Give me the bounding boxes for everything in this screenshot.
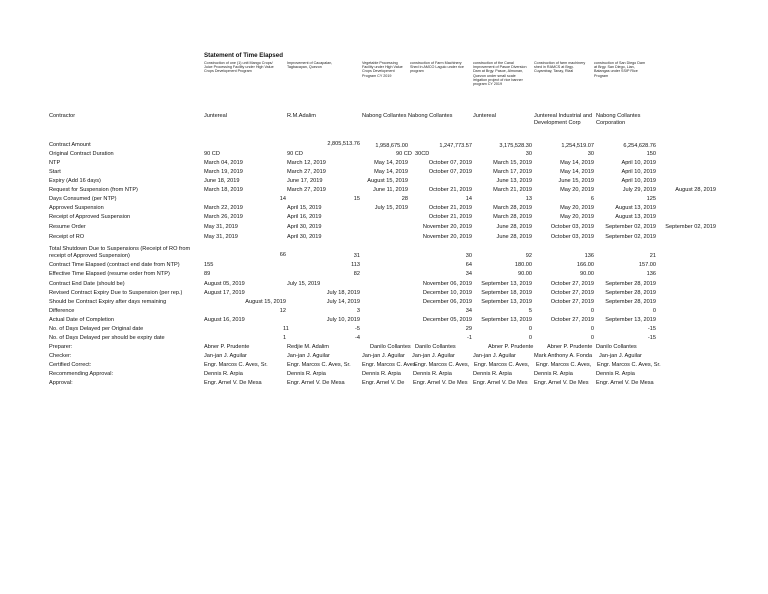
cell: March 17, 2019 bbox=[493, 169, 532, 175]
cell: Juntereal bbox=[473, 113, 497, 119]
row-label: No. of Days Delayed per Original date bbox=[49, 326, 144, 332]
cell: August 17, 2019 bbox=[204, 290, 245, 296]
cell: 34 bbox=[465, 271, 472, 277]
cell: June 18, 2019 bbox=[204, 178, 240, 184]
cell: Juntereal Industrial and Development Corp bbox=[534, 113, 593, 127]
row-label: Contract Time Elapsed (contract end date from NTP) bbox=[49, 262, 180, 268]
row-label: Revised Contract Expiry Due to Suspension (per rep.) bbox=[49, 290, 183, 296]
cell: Engr. Marcos C. Aves bbox=[362, 362, 416, 368]
row-label: Contractor bbox=[49, 113, 76, 119]
cell: October 27, 2019 bbox=[550, 290, 594, 296]
row-label: Request for Suspension (from NTP) bbox=[49, 187, 138, 193]
cell: 136 bbox=[646, 271, 656, 277]
cell: September 18, 2019 bbox=[481, 290, 532, 296]
project-header: construction of San Diego Dam at Brgy. San Diego, Lian, Batangas under SSIP Rice Program bbox=[594, 61, 646, 78]
row-label: Resume Order bbox=[49, 224, 86, 230]
cell: May 20, 2019 bbox=[560, 187, 594, 193]
cell: 21 bbox=[649, 253, 656, 259]
cell: October 21, 2019 bbox=[428, 214, 472, 220]
cell: 1,254,519.07 bbox=[561, 143, 594, 149]
cell: 30 bbox=[465, 253, 472, 259]
cell: August 15, 2019 bbox=[367, 178, 408, 184]
cell: 0 bbox=[590, 326, 594, 332]
cell: April 10, 2019 bbox=[621, 160, 656, 166]
cell: 166.00 bbox=[576, 262, 594, 268]
cell: October 27, 2019 bbox=[550, 299, 594, 305]
row-label: Total Shutdown Due to Suspensions (Receipt of RO from receipt of Approved Suspension) bbox=[49, 246, 191, 260]
cell: August 15, 2019 bbox=[245, 299, 286, 305]
cell: 64 bbox=[465, 262, 472, 268]
cell: April 15, 2019 bbox=[287, 205, 322, 211]
cell: June 15, 2019 bbox=[558, 178, 594, 184]
row-label: Days Consumed (per NTP) bbox=[49, 196, 117, 202]
cell: Nabong Collantes Corporation bbox=[596, 113, 641, 127]
cell: Juntereal bbox=[204, 113, 228, 119]
cell: May 31, 2019 bbox=[204, 224, 238, 230]
cell: May 14, 2019 bbox=[374, 169, 408, 175]
cell: 90 CD bbox=[287, 151, 303, 157]
cell: 0 bbox=[528, 335, 532, 341]
cell: July 29, 2019 bbox=[622, 187, 656, 193]
cell: May 31, 2019 bbox=[204, 234, 238, 240]
row-label: Recommending Approval: bbox=[49, 371, 114, 377]
cell: June 13, 2019 bbox=[496, 178, 532, 184]
cell: Engr. Arnel V. De Mesa bbox=[596, 380, 654, 386]
project-header: Construction of farm machinery shed in RAMCS at Brgy. Cuyambay, Tanay, Rizal bbox=[534, 61, 586, 74]
cell: August 13, 2019 bbox=[615, 214, 656, 220]
cell: March 12, 2019 bbox=[287, 160, 326, 166]
cell: June 17, 2019 bbox=[287, 178, 323, 184]
cell: June 11, 2019 bbox=[372, 187, 408, 193]
cell: July 15, 2019 bbox=[374, 205, 408, 211]
cell: April 30, 2019 bbox=[287, 234, 322, 240]
row-label: Should be Contract Expiry after days remaining bbox=[49, 299, 167, 305]
cell: March 27, 2019 bbox=[287, 187, 326, 193]
cell: September 13, 2019 bbox=[605, 317, 656, 323]
cell: September 28, 2019 bbox=[605, 290, 656, 296]
cell: 157.00 bbox=[638, 262, 656, 268]
cell: Abner P. Prudente bbox=[547, 344, 593, 350]
cell: 30CD bbox=[415, 151, 430, 157]
cell: March 18, 2019 bbox=[204, 187, 243, 193]
cell: 92 bbox=[525, 253, 532, 259]
cell: Engr. Arnel V. De Mes bbox=[473, 380, 528, 386]
cell: 113 bbox=[351, 262, 360, 268]
cell: September 13, 2019 bbox=[481, 317, 532, 323]
cell: March 19, 2019 bbox=[204, 169, 243, 175]
cell: 15 bbox=[353, 196, 360, 202]
cell: March 27, 2019 bbox=[287, 169, 326, 175]
cell: 90.00 bbox=[518, 271, 532, 277]
cell: 1 bbox=[283, 335, 287, 341]
cell: 11 bbox=[283, 326, 289, 332]
cell: 30 bbox=[525, 151, 532, 157]
project-header: Improvement of Cacapalan, Tagbacayan, Quezon bbox=[287, 61, 333, 70]
row-label: NTP bbox=[49, 160, 61, 166]
cell: -5 bbox=[355, 326, 360, 332]
cell: 155 bbox=[204, 262, 214, 268]
cell: March 28, 2019 bbox=[493, 205, 532, 211]
cell: Dennis R. Arpia bbox=[534, 371, 573, 377]
cell: August 05, 2019 bbox=[204, 281, 245, 287]
cell: September 28, 2019 bbox=[605, 281, 656, 287]
row-label: Expiry (Add 16 days) bbox=[49, 178, 101, 184]
cell: Danilo Collantes bbox=[596, 344, 637, 350]
cell: March 26, 2019 bbox=[204, 214, 243, 220]
cell: 13 bbox=[525, 196, 532, 202]
cell: 136 bbox=[584, 253, 594, 259]
cell: Jan-jan J. Aguilar bbox=[287, 353, 330, 359]
row-label: Original Contract Duration bbox=[49, 151, 114, 157]
cell: 90.00 bbox=[580, 271, 594, 277]
cell: Engr. Marcos C. Aves, bbox=[474, 362, 530, 368]
cell: Dennis R. Arpia bbox=[473, 371, 512, 377]
cell: April 10, 2019 bbox=[621, 169, 656, 175]
row-label: Approved Suspension bbox=[49, 205, 104, 211]
cell: 1,958,675.00 bbox=[375, 143, 408, 149]
cell: Redjie M. Adalim bbox=[287, 344, 329, 350]
cell: Jan-jan J. Aguilar bbox=[599, 353, 642, 359]
cell: March 15, 2019 bbox=[493, 160, 532, 166]
cell: 2,805,513.76 bbox=[327, 141, 360, 147]
cell: October 03, 2019 bbox=[550, 224, 594, 230]
row-label: Certified Correct: bbox=[49, 362, 92, 368]
project-header: Vegetable Processing Facility under High Value Crops Development Program CY 2019 bbox=[362, 61, 403, 78]
cell: October 03, 2019 bbox=[550, 234, 594, 240]
cell: 14 bbox=[465, 196, 472, 202]
cell: Jan-jan J. Aguilar bbox=[473, 353, 516, 359]
cell: November 20, 2019 bbox=[422, 234, 472, 240]
cell: Dennis R. Arpia bbox=[204, 371, 243, 377]
cell: Jan-jan J. Aguilar bbox=[412, 353, 455, 359]
cell: September 28, 2019 bbox=[605, 299, 656, 305]
cell: 14 bbox=[279, 196, 286, 202]
cell: August 13, 2019 bbox=[615, 205, 656, 211]
project-header: construction of the Canal Improvement of Pasoe Diversion Dam at Brgy. Pasoe, Almonan, Quezon under small scale irrigation project of rice banner program CY 2019 bbox=[473, 61, 527, 87]
statement-title: Statement of Time Elapsed bbox=[204, 52, 283, 59]
cell: July 15, 2019 bbox=[287, 281, 321, 287]
row-label: No. of Days Delayed per should be expiry date bbox=[49, 335, 165, 341]
cell: December 05, 2019 bbox=[422, 317, 472, 323]
cell: Engr. Arnel V. De Mesa bbox=[204, 380, 262, 386]
cell: October 07, 2019 bbox=[428, 160, 472, 166]
row-label: Contract End Date (should be) bbox=[49, 281, 125, 287]
cell: September 02, 2019 bbox=[605, 234, 656, 240]
row-label: Receipt of RO bbox=[49, 234, 85, 240]
row-label: Actual Date of Completion bbox=[49, 317, 114, 323]
cell: October 21, 2019 bbox=[428, 187, 472, 193]
cell: July 10, 2019 bbox=[326, 317, 360, 323]
cell: Engr. Marcos C. Aves, Sr. bbox=[204, 362, 268, 368]
cell: 82 bbox=[353, 271, 360, 277]
row-label: Receipt of Approved Suspension bbox=[49, 214, 131, 220]
cell: Nabong Collantes bbox=[362, 113, 407, 119]
cell: 0 bbox=[590, 335, 594, 341]
cell: December 06, 2019 bbox=[422, 299, 472, 305]
cell: Danilo Collantes bbox=[415, 344, 456, 350]
cell: June 28, 2019 bbox=[496, 224, 532, 230]
cell: Dennis R. Arpia bbox=[413, 371, 452, 377]
cell: 89 bbox=[204, 271, 211, 277]
cell: 34 bbox=[465, 308, 472, 314]
cell: Engr. Marcos C. Aves, Sr. bbox=[287, 362, 351, 368]
cell: March 28, 2019 bbox=[493, 214, 532, 220]
cell: October 21, 2019 bbox=[428, 205, 472, 211]
cell: 180.00 bbox=[514, 262, 532, 268]
cell: August 16, 2019 bbox=[204, 317, 245, 323]
cell: 66 bbox=[279, 252, 286, 258]
cell: Danilo Collantes bbox=[370, 344, 411, 350]
cell: March 04, 2019 bbox=[204, 160, 243, 166]
cell: July 18, 2019 bbox=[326, 290, 360, 296]
cell: 12 bbox=[279, 308, 286, 314]
row-label: Difference bbox=[49, 308, 75, 314]
row-label: Contract Amount bbox=[49, 142, 91, 148]
cell: -15 bbox=[647, 335, 656, 341]
project-header: construction of Farm Machinery Shed in AMCO Laguio under rice program bbox=[410, 61, 464, 74]
cell: Dennis R. Arpia bbox=[596, 371, 635, 377]
cell: Dennis R. Arpia bbox=[362, 371, 401, 377]
cell: April 10, 2019 bbox=[621, 178, 656, 184]
cell: September 02, 2019 bbox=[605, 224, 656, 230]
cell: April 30, 2019 bbox=[287, 224, 322, 230]
cell: 0 bbox=[590, 308, 594, 314]
cell: Abner P. Prudente bbox=[204, 344, 250, 350]
cell: -1 bbox=[467, 335, 472, 341]
cell: 5 bbox=[528, 308, 532, 314]
cell: March 22, 2019 bbox=[204, 205, 243, 211]
cell: March 21, 2019 bbox=[493, 187, 532, 193]
cell: Engr. Marcos C. Aves, Sr. bbox=[597, 362, 661, 368]
cell: December 10, 2019 bbox=[422, 290, 472, 296]
cell: 28 bbox=[401, 196, 408, 202]
cell: 30 bbox=[587, 151, 594, 157]
cell: May 14, 2019 bbox=[374, 160, 408, 166]
cell: Dennis R. Arpia bbox=[287, 371, 326, 377]
cell: 3,175,528.30 bbox=[499, 143, 532, 149]
cell: -15 bbox=[647, 326, 656, 332]
cell: Jan-jan J. Aguilar bbox=[204, 353, 247, 359]
cell: Engr. Marcos C. Aves, bbox=[536, 362, 592, 368]
row-label: Approval: bbox=[49, 380, 73, 386]
cell: 90 CD bbox=[396, 151, 412, 157]
row-label: Preparer: bbox=[49, 344, 73, 350]
cell: November 06, 2019 bbox=[422, 281, 472, 287]
cell: Engr. Arnel V. De bbox=[362, 380, 405, 386]
project-header: Construction of one (1) unit Mango Crops/ Juice Processing Facility under High Value Crops Development Program bbox=[204, 61, 274, 74]
cell: October 27, 2019 bbox=[550, 281, 594, 287]
cell: R.M.Adalim bbox=[287, 113, 316, 119]
cell: May 14, 2019 bbox=[560, 160, 594, 166]
cell: -4 bbox=[355, 335, 360, 341]
row-label: Checker: bbox=[49, 353, 72, 359]
cell: April 16, 2019 bbox=[287, 214, 322, 220]
cell: 1,247,773.57 bbox=[439, 143, 472, 149]
cell: 0 bbox=[528, 326, 532, 332]
cell: Abner P. Prudente bbox=[488, 344, 534, 350]
cell: 6 bbox=[590, 196, 594, 202]
cell: May 20, 2019 bbox=[560, 214, 594, 220]
cell: Engr. Arnel V. De Mes bbox=[413, 380, 468, 386]
cell: 29 bbox=[465, 326, 472, 332]
cell: November 20, 2019 bbox=[422, 224, 472, 230]
cell: Engr. Marcos C. Aves, bbox=[414, 362, 470, 368]
cell: Engr. Arnel V. De Mesa bbox=[287, 380, 345, 386]
cell: Engr. Arnel V. De Mes bbox=[534, 380, 589, 386]
cell: September 02, 2019 bbox=[665, 224, 716, 230]
cell: October 27, 2019 bbox=[550, 317, 594, 323]
cell: September 13, 2019 bbox=[481, 299, 532, 305]
cell: 31 bbox=[353, 253, 360, 259]
cell: October 07, 2019 bbox=[428, 169, 472, 175]
cell: 0 bbox=[652, 308, 656, 314]
cell: Nabong Collantes bbox=[408, 113, 453, 119]
cell: August 28, 2019 bbox=[675, 187, 716, 193]
cell: 90 CD bbox=[204, 151, 220, 157]
cell: July 14, 2019 bbox=[326, 299, 360, 305]
cell: June 28, 2019 bbox=[496, 234, 532, 240]
cell: 6,254,628.76 bbox=[623, 143, 656, 149]
cell: 3 bbox=[356, 308, 360, 314]
cell: Jan-jan J. Aguilar bbox=[362, 353, 405, 359]
row-label: Start bbox=[49, 169, 61, 175]
cell: 150 bbox=[646, 151, 656, 157]
cell: May 14, 2019 bbox=[560, 169, 594, 175]
cell: September 13, 2019 bbox=[481, 281, 532, 287]
cell: May 20, 2019 bbox=[560, 205, 594, 211]
row-label: Effective Time Elapsed (resume order from NTP) bbox=[49, 271, 170, 277]
cell: Mark Anthony A. Fonda bbox=[534, 353, 593, 359]
cell: 125 bbox=[646, 196, 656, 202]
